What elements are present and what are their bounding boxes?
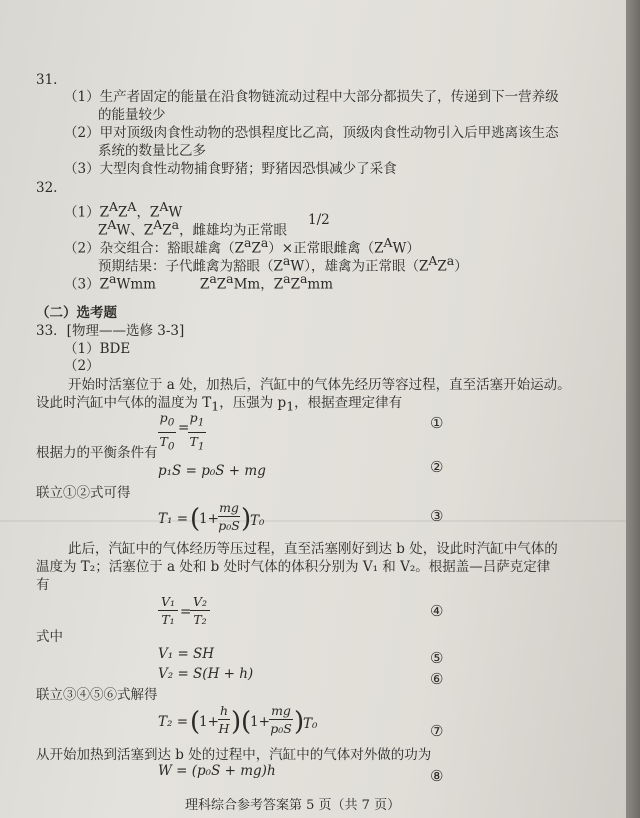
eq7-close-paren-1: )	[231, 707, 242, 737]
q32-answer-2-line2: 预期结果：子代雌禽为豁眼$(Z^aW)$，雄禽为正常眼$(Z^AZ^a)$	[98, 253, 468, 275]
q33-paragraph-2: 此后，汽缸中的气体经历等压过程，直至活塞刚好到达 b 处，设此时汽缸中气体的	[68, 541, 558, 557]
q33-work-text: 从开始加热到活塞到达 b 处的过程中，汽缸中的气体对外做的功为	[36, 747, 432, 763]
eq-number-7: ⑦	[430, 722, 444, 740]
eq-number-1: ①	[430, 414, 444, 432]
eq7-open-paren-1: (	[190, 707, 201, 737]
eq7-open-paren-2: (	[241, 707, 252, 737]
eq2: p₁S = p₀S + mg	[158, 463, 266, 479]
eq3-fraction: mg p₀S	[218, 500, 240, 533]
q32-answer-1-line2: $Z^AW$、$Z^AZ^a$，雌雄均为正常眼	[98, 217, 288, 239]
q32-number: 32.	[36, 180, 58, 196]
eq-number-2: ②	[430, 458, 444, 476]
q32-ratio: 1/2	[308, 212, 330, 228]
eq7-one-plus-1: 1+	[199, 714, 219, 730]
q31-answer-2: （2）甲对顶级肉食性动物的恐惧程度比乙高，顶级肉食性动物引入后甲逃离该生态	[64, 125, 559, 141]
eq4-equals: =	[180, 604, 192, 620]
page-edge-shadow	[626, 0, 640, 818]
q33-paragraph-1: 开始时活塞位于 a 处，加热后，汽缸中的气体先经历等容过程，直至活塞开始运动。	[68, 377, 571, 393]
page-footer: 理科综合参考答案第 5 页（共 7 页）	[185, 798, 401, 813]
eq8: W = (p₀S + mg)h	[158, 763, 276, 779]
q33-part2: （2）	[64, 358, 100, 374]
eq7-right: T₀	[303, 716, 318, 732]
eq5: V₁ = SH	[158, 646, 215, 662]
q33-force-balance-text: 根据力的平衡条件有	[36, 445, 158, 461]
q33-paragraph-2-line2: 温度为 T₂；活塞位于 a 处和 b 处时气体的体积分别为 V₁ 和 V₂。根据盖—吕萨克定律	[36, 559, 551, 575]
q32-answer-2: （2）杂交组合：豁眼雄禽$(Z^aZ^a)\times$正常眼雌禽$(Z^AW)$	[64, 235, 420, 257]
eq1-equals: =	[178, 420, 190, 436]
eq4-right-fraction: V₂ T₂	[190, 594, 210, 627]
eq3-right: T₀	[250, 513, 265, 529]
section-heading-elective: （二）选考题	[36, 305, 117, 321]
eq-number-6: ⑥	[430, 670, 444, 688]
eq7-one-plus-2: 1+	[250, 714, 270, 730]
eq3-open-paren: (	[190, 504, 201, 534]
eq-number-3: ③	[430, 507, 444, 525]
eq-number-5: ⑤	[430, 649, 444, 667]
paper-fold-line	[0, 520, 626, 522]
eq3-one-plus: 1+	[199, 511, 219, 527]
q33-where: 式中	[36, 629, 63, 645]
eq7-fraction-mg: mg p₀S	[270, 703, 292, 736]
eq3-close-paren: )	[241, 504, 252, 534]
q33-paragraph-2-line3: 有	[36, 577, 50, 593]
q32-answer-1: $(1)Z^AZ^A$，$Z^AW$	[64, 199, 183, 221]
q33-combine-1-2: 联立①②式可得	[36, 485, 131, 501]
eq1-right-fraction: $p_1$ $T_1$	[189, 410, 205, 452]
eq3-left: T₁ =	[158, 511, 189, 527]
eq4-left-fraction: V₁ T₁	[158, 594, 178, 627]
q32-answer-3: $(3)Z^aWmm$ $Z^aZ^aMm$，$Z^aZ^amm$	[64, 271, 334, 293]
q31-answer-1: （1）生产者固定的能量在沿食物链流动过程中大部分都损失了，传递到下一营养级	[64, 89, 559, 105]
q33-paragraph-1-line2: 设此时汽缸中气体的温度为 $T_1$，压强为 $p_1$，根据查理定律有	[36, 395, 403, 414]
eq-number-8: ⑧	[430, 767, 444, 785]
q33-combine-3-6: 联立③④⑤⑥式解得	[36, 687, 158, 703]
eq-number-4: ④	[430, 602, 444, 620]
q33-part1: （1）BDE	[64, 341, 131, 357]
eq1-left-fraction: $p_0$ $T_0$	[159, 410, 175, 452]
q31-answer-2-cont: 系统的数量比乙多	[98, 143, 206, 159]
eq7-left: T₂ =	[158, 714, 189, 730]
q31-answer-1-cont: 的能量较少	[98, 107, 166, 123]
q31-number: 31.	[36, 72, 58, 88]
eq6: V₂ = S(H + h)	[158, 666, 254, 682]
q31-answer-3: （3）大型肉食性动物捕食野猪；野猪因恐惧减少了采食	[64, 161, 397, 177]
q33-heading: 33．[物理——选修 3-3]	[36, 323, 185, 339]
eq7-fraction-h: h H	[218, 703, 230, 736]
eq7-close-paren-2: )	[294, 707, 305, 737]
